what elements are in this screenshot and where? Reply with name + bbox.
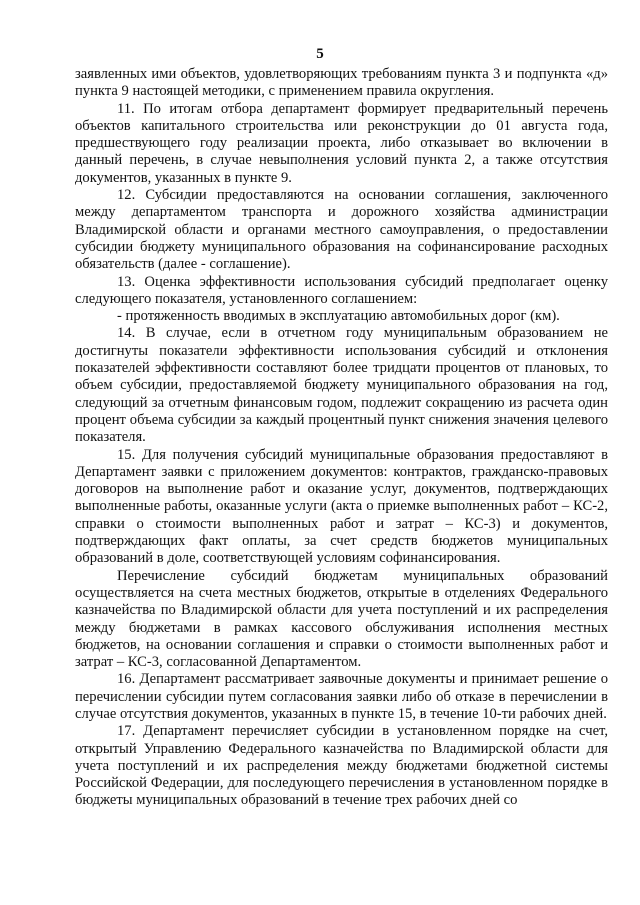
page-number: 5 — [316, 46, 324, 62]
paragraph-15: 15. Для получения субсидий муниципальные образования предоставляют в Департамент заявки с приложением документов: контрактов, гражданско-правовых договоров на выполнение работ и оказание услуг, документов, подтверждающих выполненные работы, оказанные услуги (акта о приемке выполненных работ – КС-2, справки о стоимости выполненных работ и затрат – КС-3) и документов, подтверждающих факт оплаты, за счет средств бюджетов муниципальных образований в доле, соответствующей условиям софинансирования. — [75, 446, 608, 567]
paragraph-13: 13. Оценка эффективности использования субсидий предполагает оценку следующего показателя, установленного соглашением: — [75, 273, 608, 307]
paragraph-17: 17. Департамент перечисляет субсидии в установленном порядке на счет, открытый Управлению Федерального казначейства по Владимирской области для учета поступлений и их распределения между бюджетами бюджетной системы Российской Федерации, для последующего перечисления в установленном порядке в бюджеты муниципальных образований в течение трех рабочих дней со — [75, 723, 608, 809]
paragraph-14: 14. В случае, если в отчетном году муниципальным образованием не достигнуты показатели эффективности использования субсидий и отклонения показателей эффективности составляют более тридцати процентов от плановых, то объем субсидии, предоставляемой бюджету муниципального образования на год, следующий за отчетным финансовым годом, подлежит сокращению из расчета один процент объема субсидии за каждый процентный пункт снижения значения целевого показателя. — [75, 325, 608, 446]
paragraph-12: 12. Субсидии предоставляются на основании соглашения, заключенного между департаментом транспорта и дорожного хозяйства администрации Владимирской области и органами местного самоуправления, о предоставлении субсидии бюджету муниципального образования на софинансирование расходных обязательств (далее - соглашение). — [75, 187, 608, 273]
paragraph-13-item: - протяженность вводимых в эксплуатацию автомобильных дорог (км). — [117, 308, 560, 325]
paragraph-16: 16. Департамент рассматривает заявочные документы и принимает решение о перечислении субсидии путем согласования заявки либо об отказе в перечислении в случае отсутствия документов, указанных в пункте 15, в течение 10-ти рабочих дней. — [75, 671, 608, 722]
paragraph-11: 11. По итогам отбора департамент формирует предварительный перечень объектов капитального строительства или реконструкции до 01 августа года, предшествующего году реализации проекта, либо отказывает во включении в данный перечень, в случае невыполнения условий пункта 2, а также отсутствия документов, указанных в пункте 9. — [75, 100, 608, 186]
document-body — [75, 66, 608, 810]
paragraph-continuation: заявленных ими объектов, удовлетворяющих требованиям пункта 3 и подпункта «д» пункта 9 настоящей методики, с применением правила округления. — [75, 66, 608, 100]
paragraph-15-transfer: Перечисление субсидий бюджетам муниципальных образований осуществляется на счета местных бюджетов, открытые в отделениях Федерального казначейства по Владимирской области для учета поступлений и их распределения между бюджетами в рамках кассового обслуживания исполнения местных бюджетов, на основании соглашения и справки о стоимости выполненных работ и затрат – КС-3, согласованной Департаментом. — [75, 567, 608, 671]
